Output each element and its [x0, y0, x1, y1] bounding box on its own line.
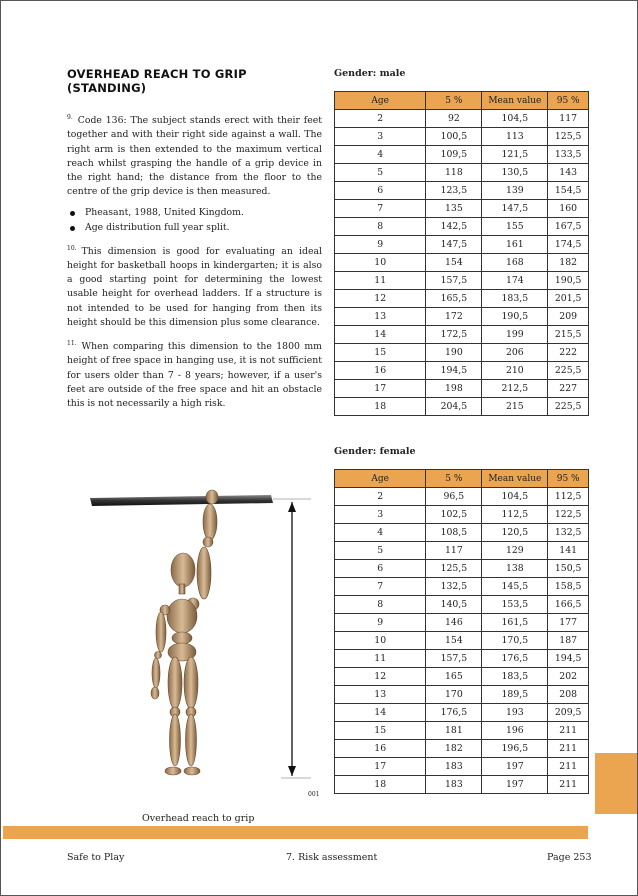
- table-cell: 199: [482, 326, 548, 344]
- table-cell: 12: [335, 290, 426, 308]
- table-cell: 211: [548, 740, 589, 758]
- table-row: [335, 722, 589, 740]
- table-cell: 174,5: [548, 236, 589, 254]
- table-cell: 100,5: [426, 128, 482, 146]
- table-cell: 132,5: [426, 578, 482, 596]
- table-row: [335, 740, 589, 758]
- table-row: [335, 632, 589, 650]
- table-cell: 202: [548, 668, 589, 686]
- table-cell: 3: [335, 506, 426, 524]
- male-table-title: Gender: male: [334, 68, 406, 79]
- table-cell: 196,5: [482, 740, 548, 758]
- table-cell: 158,5: [548, 578, 589, 596]
- table-cell: 155: [482, 218, 548, 236]
- table-cell: 194,5: [548, 650, 589, 668]
- table-cell: 6: [335, 182, 426, 200]
- table-cell: 2: [335, 110, 426, 128]
- footer-chapter: 7. Risk assessment: [286, 852, 378, 863]
- table-cell: 122,5: [548, 506, 589, 524]
- table-cell: 211: [548, 758, 589, 776]
- table-header-row: [335, 92, 589, 110]
- table-row: [335, 128, 589, 146]
- table-cell: 212,5: [482, 380, 548, 398]
- table-row: [335, 704, 589, 722]
- table-cell: 150,5: [548, 560, 589, 578]
- table-cell: 16: [335, 362, 426, 380]
- table-row: [335, 236, 589, 254]
- table-cell: 183: [426, 776, 482, 794]
- table-cell: 120,5: [482, 524, 548, 542]
- table-cell: 14: [335, 326, 426, 344]
- table-header-row: [335, 470, 589, 488]
- column-header: Mean value: [482, 92, 548, 110]
- table-cell: 215: [482, 398, 548, 416]
- heading-line-1: OVERHEAD REACH TO GRIP: [67, 67, 247, 81]
- table-cell: 183,5: [482, 290, 548, 308]
- table-cell: 112,5: [548, 488, 589, 506]
- table-cell: 146: [426, 614, 482, 632]
- table-cell: 140,5: [426, 596, 482, 614]
- table-cell: 201,5: [548, 290, 589, 308]
- table-cell: 157,5: [426, 272, 482, 290]
- footer-page-number: Page 253: [547, 852, 592, 863]
- table-cell: 187: [548, 632, 589, 650]
- table-cell: 129: [482, 542, 548, 560]
- table-cell: 160: [548, 200, 589, 218]
- table-cell: 161,5: [482, 614, 548, 632]
- table-cell: 108,5: [426, 524, 482, 542]
- table-cell: 211: [548, 722, 589, 740]
- table-row: [335, 776, 589, 794]
- table-cell: 7: [335, 578, 426, 596]
- table-row: [335, 308, 589, 326]
- table-cell: 102,5: [426, 506, 482, 524]
- table-cell: 166,5: [548, 596, 589, 614]
- table-row: [335, 272, 589, 290]
- table-row: [335, 344, 589, 362]
- column-header: Age: [335, 92, 426, 110]
- table-cell: 13: [335, 686, 426, 704]
- table-cell: 208: [548, 686, 589, 704]
- table-cell: 154,5: [548, 182, 589, 200]
- table-cell: 190,5: [548, 272, 589, 290]
- bullet-item: Age distribution full year split.: [67, 221, 322, 235]
- table-cell: 3: [335, 128, 426, 146]
- table-row: [335, 218, 589, 236]
- table-cell: 190,5: [482, 308, 548, 326]
- table-cell: 170: [426, 686, 482, 704]
- table-cell: 197: [482, 776, 548, 794]
- table-row: [335, 650, 589, 668]
- table-cell: 190: [426, 344, 482, 362]
- table-cell: 197: [482, 758, 548, 776]
- table-row: [335, 164, 589, 182]
- paragraph-number: 9.: [67, 114, 73, 121]
- table-cell: 182: [426, 740, 482, 758]
- table-cell: 172,5: [426, 326, 482, 344]
- table-cell: 153,5: [482, 596, 548, 614]
- table-cell: 176,5: [426, 704, 482, 722]
- table-cell: 209,5: [548, 704, 589, 722]
- column-header: Mean value: [482, 470, 548, 488]
- table-row: [335, 560, 589, 578]
- paragraph-11: [67, 337, 322, 411]
- table-cell: 215,5: [548, 326, 589, 344]
- table-cell: 9: [335, 236, 426, 254]
- table-cell: 193: [482, 704, 548, 722]
- table-cell: 9: [335, 614, 426, 632]
- footer-title: Safe to Play: [67, 852, 125, 863]
- paragraph-9: [67, 111, 322, 199]
- table-cell: 4: [335, 146, 426, 164]
- column-header: 95 %: [548, 92, 589, 110]
- table-cell: 172: [426, 308, 482, 326]
- table-cell: 135: [426, 200, 482, 218]
- table-cell: 125,5: [548, 128, 589, 146]
- table-cell: 167,5: [548, 218, 589, 236]
- table-cell: 227: [548, 380, 589, 398]
- table-cell: 147,5: [426, 236, 482, 254]
- table-cell: 174: [482, 272, 548, 290]
- table-row: [335, 326, 589, 344]
- table-cell: 132,5: [548, 524, 589, 542]
- table-cell: 4: [335, 524, 426, 542]
- table-cell: 17: [335, 380, 426, 398]
- table-cell: 183,5: [482, 668, 548, 686]
- table-cell: 13: [335, 308, 426, 326]
- body-text: [67, 111, 322, 418]
- table-cell: 109,5: [426, 146, 482, 164]
- table-cell: 96,5: [426, 488, 482, 506]
- table-cell: 181: [426, 722, 482, 740]
- table-cell: 225,5: [548, 398, 589, 416]
- chapter-tab: [595, 753, 637, 814]
- table-cell: 143: [548, 164, 589, 182]
- column-header: 5 %: [426, 92, 482, 110]
- table-row: [335, 668, 589, 686]
- paragraph-text: This dimension is good for evaluating an ideal height for basketball hoops in kindergarten; it is also a good starting point for determining the lowest usable height for overhead ladders. If a structure is not intended to be used for hanging from then its height should be this dimension plus some clearance.: [67, 245, 322, 328]
- table-cell: 117: [426, 542, 482, 560]
- table-cell: 92: [426, 110, 482, 128]
- table-cell: 211: [548, 776, 589, 794]
- height-dimension-line: [281, 502, 311, 778]
- table-row: [335, 686, 589, 704]
- table-cell: 168: [482, 254, 548, 272]
- paragraph-number: 11.: [67, 340, 77, 348]
- table-cell: 16: [335, 740, 426, 758]
- table-cell: 118: [426, 164, 482, 182]
- table-row: [335, 758, 589, 776]
- paragraph-number: 10.: [67, 244, 77, 252]
- table-cell: 17: [335, 758, 426, 776]
- table-cell: 14: [335, 704, 426, 722]
- table-cell: 10: [335, 254, 426, 272]
- table-cell: 182: [548, 254, 589, 272]
- mannequin-figure: [86, 486, 326, 786]
- table-cell: 18: [335, 398, 426, 416]
- table-row: [335, 254, 589, 272]
- table-cell: 225,5: [548, 362, 589, 380]
- paragraph-text: When comparing this dimension to the 1800 mm height of free space in hanging use, it is not sufficient for users older than 7 - 8 years; however, if a user's feet are outside of the free space and hit an obstacle this is not necessarily a high risk.: [67, 341, 322, 409]
- table-row: [335, 524, 589, 542]
- table-row: [335, 542, 589, 560]
- male-data-table: [334, 91, 589, 416]
- table-cell: 7: [335, 200, 426, 218]
- figure-caption: Overhead reach to grip: [142, 813, 255, 824]
- table-row: [335, 578, 589, 596]
- column-header: 5 %: [426, 470, 482, 488]
- table-cell: 138: [482, 560, 548, 578]
- table-row: [335, 146, 589, 164]
- table-row: [335, 398, 589, 416]
- table-cell: 112,5: [482, 506, 548, 524]
- table-row: [335, 182, 589, 200]
- table-cell: 165: [426, 668, 482, 686]
- table-row: [335, 110, 589, 128]
- column-header: Age: [335, 470, 426, 488]
- column-header: 95 %: [548, 470, 589, 488]
- table-cell: 154: [426, 632, 482, 650]
- table-cell: 206: [482, 344, 548, 362]
- table-cell: 141: [548, 542, 589, 560]
- table-cell: 222: [548, 344, 589, 362]
- heading-line-2: (STANDING): [67, 81, 147, 95]
- table-cell: 121,5: [482, 146, 548, 164]
- table-cell: 130,5: [482, 164, 548, 182]
- table-cell: 209: [548, 308, 589, 326]
- figure-number: 001: [308, 791, 320, 798]
- table-cell: 5: [335, 164, 426, 182]
- table-cell: 5: [335, 542, 426, 560]
- table-cell: 157,5: [426, 650, 482, 668]
- table-cell: 11: [335, 650, 426, 668]
- table-cell: 12: [335, 668, 426, 686]
- footer-accent-bar: [3, 826, 588, 839]
- table-cell: 125,5: [426, 560, 482, 578]
- table-cell: 170,5: [482, 632, 548, 650]
- table-row: [335, 596, 589, 614]
- table-row: [335, 290, 589, 308]
- table-cell: 194,5: [426, 362, 482, 380]
- table-cell: 104,5: [482, 110, 548, 128]
- table-cell: 8: [335, 596, 426, 614]
- table-cell: 15: [335, 344, 426, 362]
- table-cell: 123,5: [426, 182, 482, 200]
- table-cell: 18: [335, 776, 426, 794]
- table-cell: 198: [426, 380, 482, 398]
- table-cell: 10: [335, 632, 426, 650]
- table-cell: 147,5: [482, 200, 548, 218]
- table-cell: 113: [482, 128, 548, 146]
- table-row: [335, 380, 589, 398]
- table-row: [335, 614, 589, 632]
- table-cell: 139: [482, 182, 548, 200]
- table-cell: 204,5: [426, 398, 482, 416]
- table-cell: 11: [335, 272, 426, 290]
- table-cell: 15: [335, 722, 426, 740]
- table-cell: 176,5: [482, 650, 548, 668]
- table-cell: 6: [335, 560, 426, 578]
- table-row: [335, 200, 589, 218]
- table-cell: 145,5: [482, 578, 548, 596]
- table-cell: 196: [482, 722, 548, 740]
- section-heading: [67, 67, 317, 95]
- wooden-mannequin: [151, 490, 218, 775]
- table-cell: 210: [482, 362, 548, 380]
- table-cell: 154: [426, 254, 482, 272]
- table-cell: 104,5: [482, 488, 548, 506]
- female-table-title: Gender: female: [334, 446, 416, 457]
- paragraph-text: Code 136: The subject stands erect with their feet together and with their right side against a wall. The right arm is then extended to the maximum vertical reach whilst grasping the handle of a grip device in the right hand; the distance from the floor to the centre of the grip device is then measured.: [67, 115, 322, 198]
- paragraph-10: [67, 242, 322, 330]
- table-row: [335, 506, 589, 524]
- table-cell: 189,5: [482, 686, 548, 704]
- table-cell: 117: [548, 110, 589, 128]
- female-data-table: [334, 469, 589, 794]
- table-row: [335, 362, 589, 380]
- table-cell: 142,5: [426, 218, 482, 236]
- grip-bar: [90, 495, 311, 506]
- table-cell: 165,5: [426, 290, 482, 308]
- table-cell: 177: [548, 614, 589, 632]
- table-cell: 133,5: [548, 146, 589, 164]
- table-cell: 183: [426, 758, 482, 776]
- table-cell: 2: [335, 488, 426, 506]
- table-cell: 8: [335, 218, 426, 236]
- table-row: [335, 488, 589, 506]
- bullet-item: Pheasant, 1988, United Kingdom.: [67, 206, 322, 220]
- table-cell: 161: [482, 236, 548, 254]
